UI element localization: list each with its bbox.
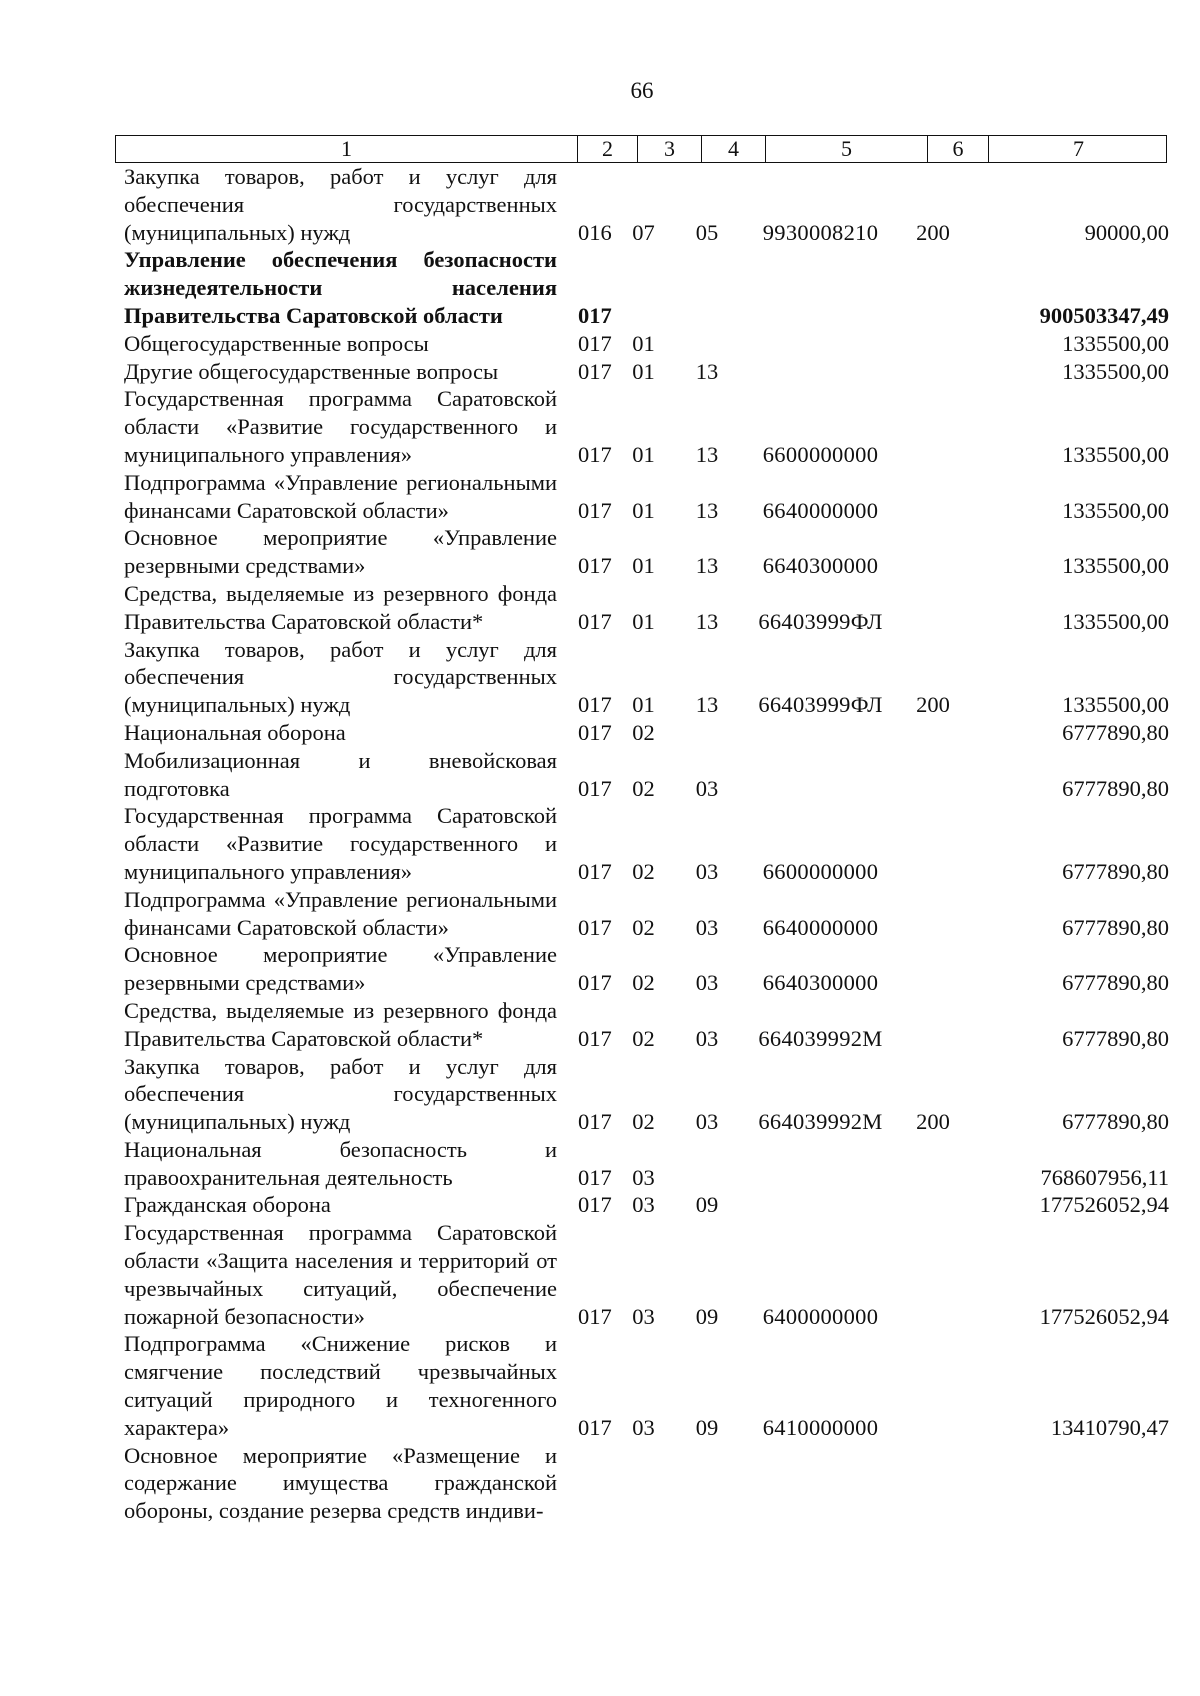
row-amount: 1335500,00 — [1062, 608, 1169, 634]
header-col-6: 6 — [927, 136, 988, 162]
row-subsection-code: 13 — [695, 608, 719, 634]
row-subsection-code: 09 — [695, 1192, 719, 1218]
row-subsection-code: 13 — [695, 358, 719, 384]
row-name: Государственная программа Саратовской области «Защита населения и территорий от чрезвычайных ситуаций, обеспечение пожарной безопасности» — [124, 1220, 557, 1329]
row-subsection-code: 05 — [695, 219, 719, 245]
row-section-code: 01 — [632, 553, 655, 579]
table-row — [124, 246, 1169, 329]
row-name: Управление обеспечения безопасности жизнедеятельности населения Правительства Саратовской области — [124, 247, 557, 328]
table-row — [124, 580, 1169, 636]
row-target-article: 664039992М — [758, 1025, 883, 1051]
row-expense-type: 200 — [916, 1109, 950, 1135]
row-amount: 1335500,00 — [1062, 330, 1169, 356]
row-target-article: 66403999ФЛ — [758, 608, 883, 634]
row-section-code: 03 — [632, 1192, 655, 1218]
row-amount: 6777890,80 — [1062, 775, 1169, 801]
row-target-article: 6640000000 — [762, 497, 879, 523]
row-grbs-code: 017 — [578, 1109, 612, 1135]
row-grbs-code: 017 — [578, 970, 612, 996]
row-name: Государственная программа Саратовской области «Развитие государственного и муниципального управления» — [124, 386, 557, 467]
row-target-article: 6640300000 — [762, 970, 879, 996]
row-amount: 13410790,47 — [1050, 1414, 1169, 1440]
row-amount: 6777890,80 — [1062, 858, 1169, 884]
row-name: Подпрограмма «Управление региональными финансами Саратовской области» — [124, 886, 557, 940]
table-row — [124, 997, 1169, 1053]
row-section-code: 01 — [632, 497, 655, 523]
row-amount: 1335500,00 — [1062, 441, 1169, 467]
row-name: Средства, выделяемые из резервного фонда Правительства Саратовской области* — [124, 997, 557, 1051]
row-grbs-code: 017 — [578, 497, 612, 523]
row-name: Мобилизационная и вневойсковая подготовка — [124, 747, 557, 801]
table-row — [124, 802, 1169, 885]
row-subsection-code: 03 — [695, 914, 719, 940]
row-grbs-code: 017 — [578, 914, 612, 940]
row-section-code: 01 — [632, 358, 655, 384]
row-grbs-code: 017 — [578, 719, 612, 745]
table-row — [124, 1330, 1169, 1441]
row-subsection-code: 13 — [695, 441, 719, 467]
row-grbs-code: 016 — [578, 219, 612, 245]
row-amount: 1335500,00 — [1062, 553, 1169, 579]
row-subsection-code: 03 — [695, 1025, 719, 1051]
row-name: Основное мероприятие «Размещение и содержание имущества гражданской обороны, создание резерва средств индиви- — [124, 1442, 557, 1524]
row-amount: 1335500,00 — [1062, 358, 1169, 384]
row-amount: 1335500,00 — [1062, 692, 1169, 718]
row-expense-type: 200 — [916, 692, 950, 718]
row-section-code: 01 — [632, 330, 655, 356]
table-row — [124, 1219, 1169, 1330]
row-grbs-code: 017 — [578, 692, 612, 718]
table-row — [124, 886, 1169, 942]
row-section-code: 02 — [632, 914, 655, 940]
row-grbs-code: 017 — [578, 553, 612, 579]
header-col-4: 4 — [701, 136, 765, 162]
row-section-code: 02 — [632, 1109, 655, 1135]
header-col-1: 1 — [341, 136, 352, 161]
row-subsection-code: 13 — [695, 497, 719, 523]
row-amount: 90000,00 — [1084, 219, 1169, 245]
row-subsection-code: 13 — [695, 553, 719, 579]
row-subsection-code: 09 — [695, 1414, 719, 1440]
row-subsection-code: 03 — [695, 858, 719, 884]
table-row — [124, 524, 1169, 580]
row-section-code: 02 — [632, 719, 655, 745]
row-section-code: 07 — [632, 219, 655, 245]
row-name: Основное мероприятие «Управление резервными средствами» — [124, 942, 557, 996]
table-row — [124, 636, 1169, 719]
row-name: Закупка товаров, работ и услуг для обеспечения государственных (муниципальных) нужд — [124, 1053, 557, 1135]
header-col-5: 5 — [765, 136, 927, 162]
row-name: Гражданская оборона — [124, 1192, 331, 1218]
table-row — [124, 1136, 1169, 1192]
header-col-7: 7 — [988, 136, 1168, 162]
table-row — [124, 163, 1169, 246]
row-name: Национальная оборона — [124, 719, 346, 745]
row-amount: 6777890,80 — [1062, 1109, 1169, 1135]
row-grbs-code: 017 — [578, 1192, 612, 1218]
row-target-article: 6640300000 — [762, 553, 879, 579]
row-name: Национальная безопасность и правоохранительная деятельность — [124, 1136, 557, 1190]
row-name: Закупка товаров, работ и услуг для обеспечения государственных (муниципальных) нужд — [124, 636, 557, 718]
row-name: Общегосударственные вопросы — [124, 330, 429, 356]
table-row — [124, 469, 1169, 525]
row-name: Государственная программа Саратовской области «Развитие государственного и муниципального управления» — [124, 803, 557, 884]
table-header — [115, 135, 1167, 163]
row-target-article: 6400000000 — [762, 1303, 879, 1329]
row-section-code: 03 — [632, 1164, 655, 1190]
row-grbs-code: 017 — [578, 330, 612, 356]
row-amount: 177526052,94 — [1039, 1192, 1169, 1218]
table-row — [124, 747, 1169, 803]
row-section-code: 02 — [632, 970, 655, 996]
table-row — [124, 330, 1169, 358]
row-target-article: 6410000000 — [762, 1414, 879, 1440]
row-expense-type: 200 — [916, 219, 950, 245]
row-amount: 1335500,00 — [1062, 497, 1169, 523]
header-col-3: 3 — [637, 136, 701, 162]
row-name: Средства, выделяемые из резервного фонда Правительства Саратовской области* — [124, 580, 557, 634]
row-target-article: 6600000000 — [762, 858, 879, 884]
row-subsection-code: 03 — [695, 1109, 719, 1135]
row-amount: 768607956,11 — [1040, 1164, 1169, 1190]
row-grbs-code: 017 — [578, 1414, 612, 1440]
row-target-article: 9930008210 — [762, 219, 879, 245]
row-amount: 177526052,94 — [1039, 1303, 1169, 1329]
table-row — [124, 358, 1169, 386]
row-subsection-code: 03 — [695, 775, 719, 801]
row-grbs-code: 017 — [578, 1025, 612, 1051]
row-amount: 900503347,49 — [1039, 302, 1169, 328]
row-grbs-code: 017 — [578, 302, 612, 328]
row-target-article: 66403999ФЛ — [758, 692, 883, 718]
row-name: Подпрограмма «Снижение рисков и смягчение последствий чрезвычайных ситуаций природного и техногенного характера» — [124, 1331, 557, 1440]
table-row — [124, 1442, 1169, 1525]
table-row — [124, 1053, 1169, 1136]
row-amount: 6777890,80 — [1062, 970, 1169, 996]
row-subsection-code: 13 — [695, 692, 719, 718]
row-section-code: 03 — [632, 1414, 655, 1440]
row-section-code: 02 — [632, 858, 655, 884]
table-row — [124, 1191, 1169, 1219]
row-grbs-code: 017 — [578, 775, 612, 801]
row-name: Подпрограмма «Управление региональными финансами Саратовской области» — [124, 469, 557, 523]
row-name: Закупка товаров, работ и услуг для обеспечения государственных (муниципальных) нужд — [124, 164, 557, 245]
row-name: Основное мероприятие «Управление резервными средствами» — [124, 525, 557, 579]
row-amount: 6777890,80 — [1062, 1025, 1169, 1051]
row-amount: 6777890,80 — [1062, 719, 1169, 745]
table-row — [124, 941, 1169, 997]
row-grbs-code: 017 — [578, 1164, 612, 1190]
table-body — [124, 163, 1169, 1525]
row-section-code: 03 — [632, 1303, 655, 1329]
row-subsection-code: 09 — [695, 1303, 719, 1329]
row-grbs-code: 017 — [578, 441, 612, 467]
row-target-article: 6640000000 — [762, 914, 879, 940]
table-row — [124, 385, 1169, 468]
row-target-article: 664039992М — [758, 1109, 883, 1135]
row-grbs-code: 017 — [578, 358, 612, 384]
row-section-code: 02 — [632, 775, 655, 801]
row-target-article: 6600000000 — [762, 441, 879, 467]
row-amount: 6777890,80 — [1062, 914, 1169, 940]
row-section-code: 01 — [632, 441, 655, 467]
header-col-2: 2 — [577, 136, 637, 162]
row-grbs-code: 017 — [578, 1303, 612, 1329]
row-grbs-code: 017 — [578, 608, 612, 634]
row-section-code: 01 — [632, 608, 655, 634]
row-name: Другие общегосударственные вопросы — [124, 358, 499, 384]
row-grbs-code: 017 — [578, 858, 612, 884]
page-number: 66 — [630, 78, 654, 103]
row-section-code: 02 — [632, 1025, 655, 1051]
row-section-code: 01 — [632, 692, 655, 718]
table-row — [124, 719, 1169, 747]
row-subsection-code: 03 — [695, 970, 719, 996]
